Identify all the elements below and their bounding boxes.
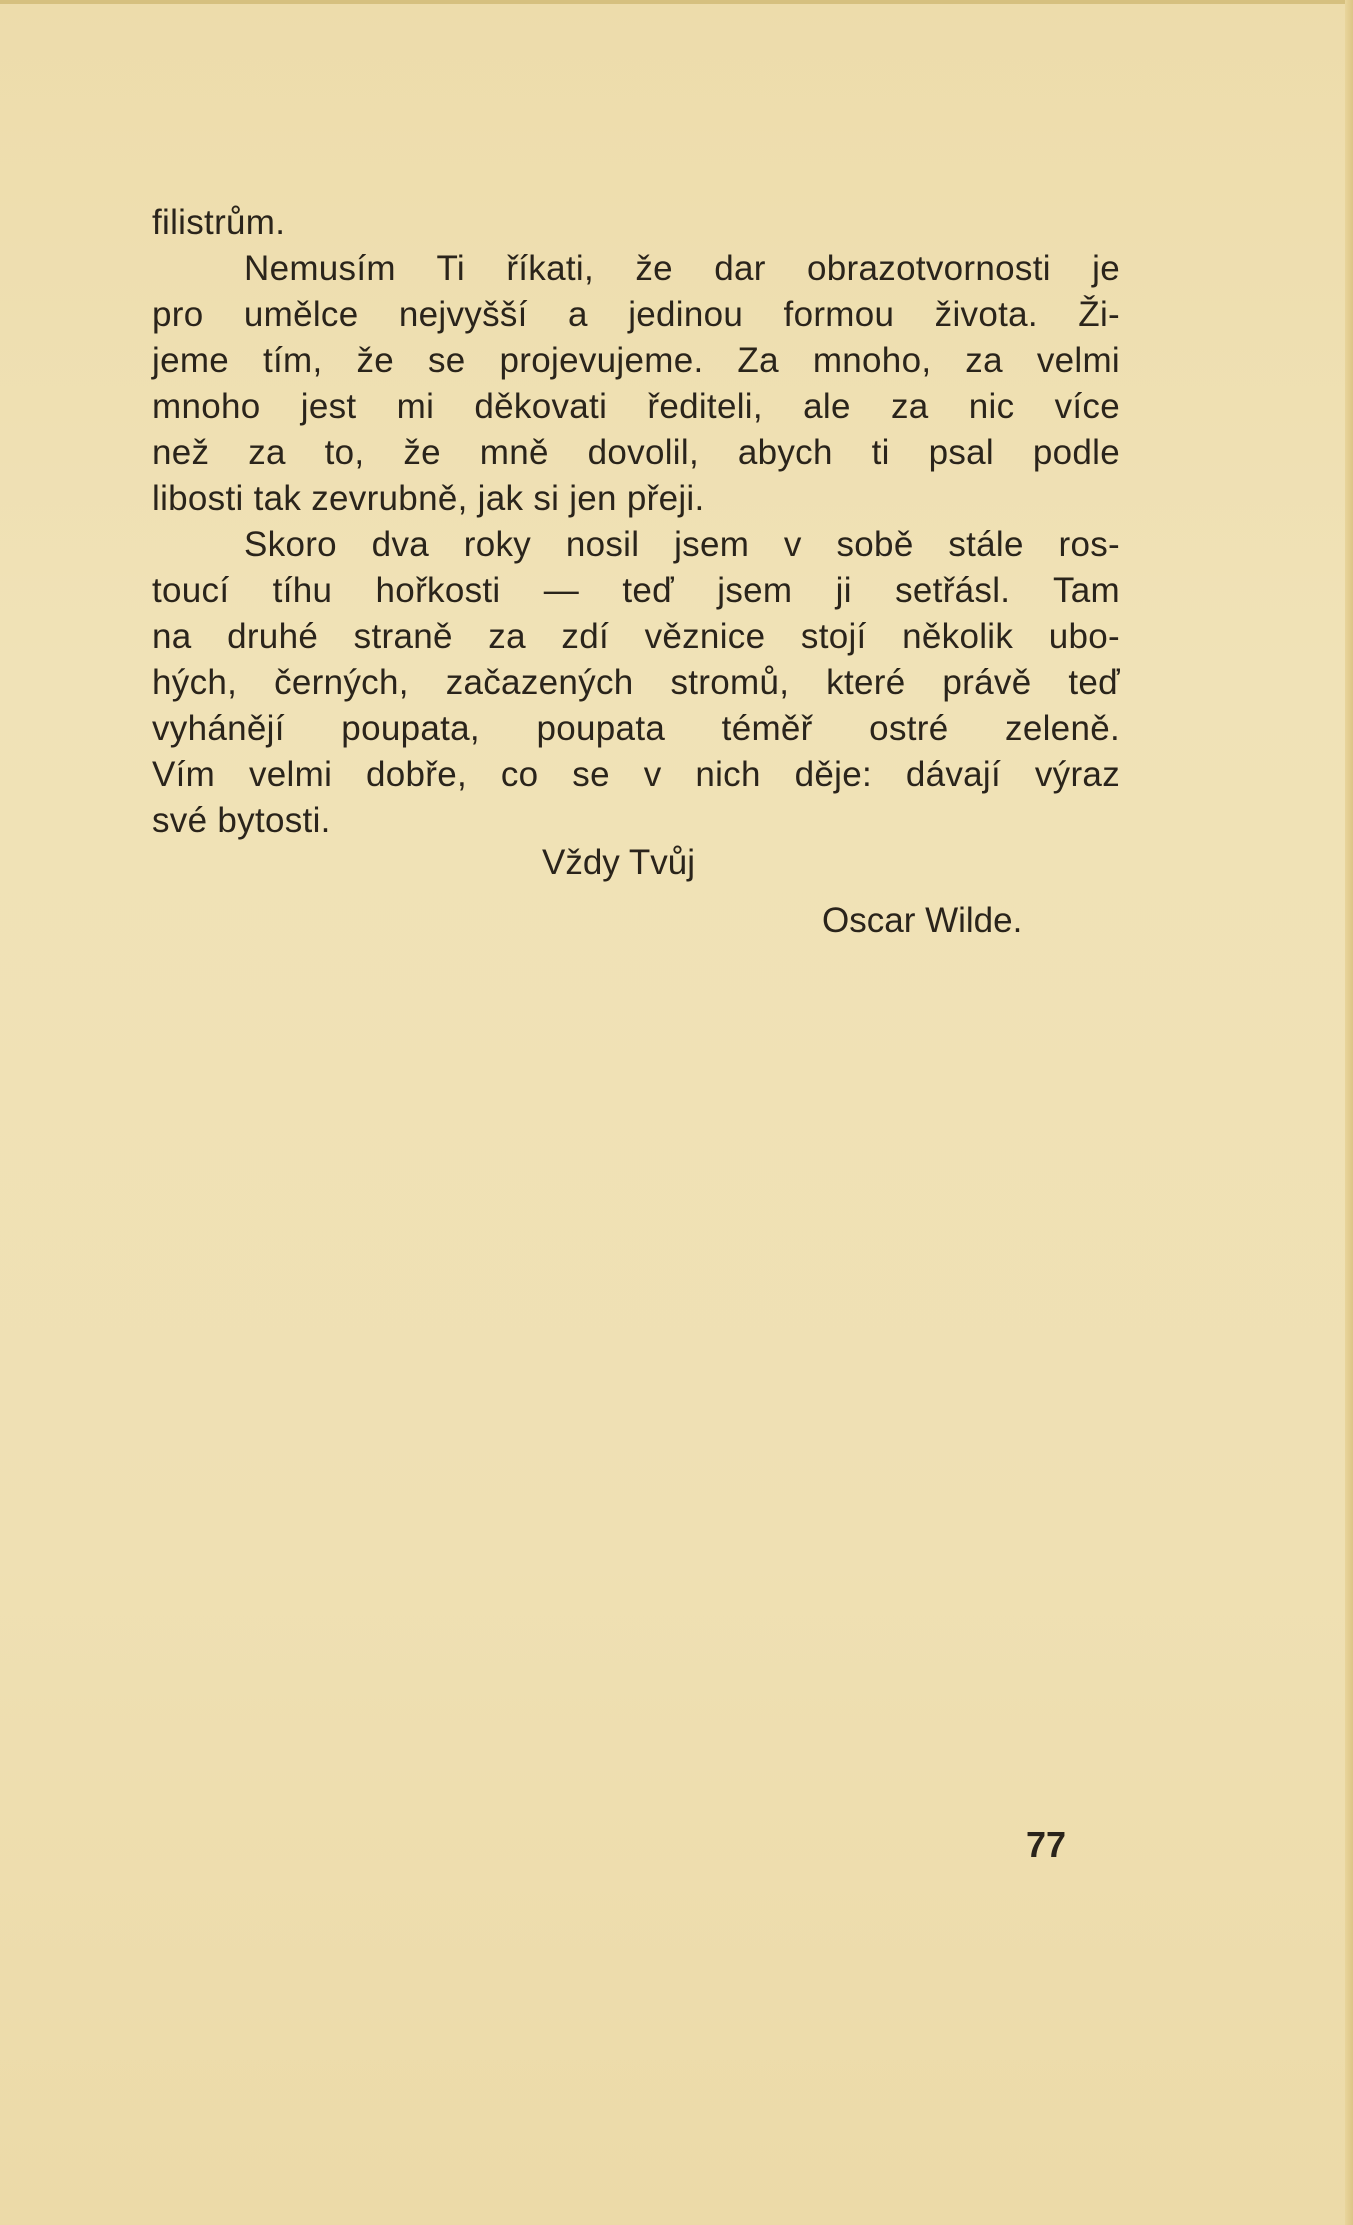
- letter-closing: Vždy Tvůj: [542, 843, 696, 882]
- text-line: Skoro dva roky nosil jsem v sobě stále ros-: [244, 525, 1120, 564]
- text-line: Vím velmi dobře, co se v nich děje: dávají výraz: [152, 755, 1120, 794]
- text-line: libosti tak zevrubně, jak si jen přeji.: [152, 479, 705, 518]
- text-line: toucí tíhu hořkosti — teď jsem ji setřásl. Tam: [152, 571, 1120, 610]
- page-number: 77: [1026, 1824, 1067, 1865]
- text-line: filistrům.: [152, 203, 286, 242]
- text-line: jeme tím, že se projevujeme. Za mnoho, za velmi: [152, 341, 1120, 380]
- page-right-edge: [1345, 0, 1353, 2225]
- text-line: své bytosti.: [152, 801, 331, 840]
- text-line: než za to, že mně dovolil, abych ti psal podle: [152, 433, 1120, 472]
- letter-body: [152, 200, 1120, 844]
- text-line: pro umělce nejvyšší a jedinou formou života. Ži-: [152, 295, 1120, 334]
- text-line: mnoho jest mi děkovati řediteli, ale za nic více: [152, 387, 1120, 426]
- letter-signature: Oscar Wilde.: [822, 901, 1023, 940]
- text-line: hých, černých, začazených stromů, které právě teď: [152, 663, 1120, 702]
- text-line: vyhánějí poupata, poupata téměř ostré zeleně.: [152, 709, 1120, 748]
- page-top-edge: [0, 0, 1353, 4]
- text-line: Nemusím Ti říkati, že dar obrazotvornosti je: [244, 249, 1120, 288]
- text-line: na druhé straně za zdí věznice stojí několik ubo-: [152, 617, 1120, 656]
